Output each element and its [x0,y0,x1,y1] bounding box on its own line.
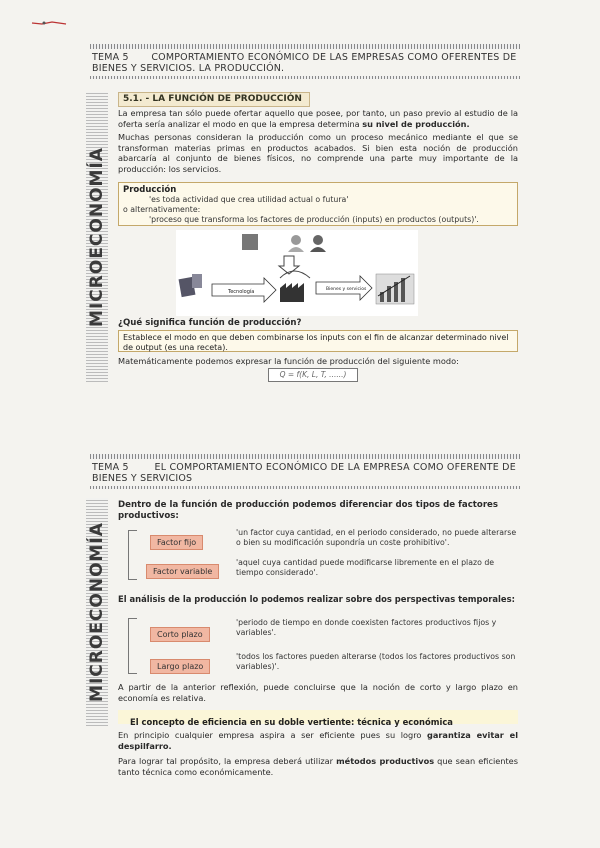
page2-header-line1 [92,462,516,473]
answer-box [118,330,518,352]
header-title-line2: BIENES Y SERVICIOS. LA PRODUCCIÓN. [92,63,285,74]
production-definition-box [118,182,518,226]
eff-p2-bold: métodos productivos [336,756,435,766]
corto-plazo: Corto plazo [150,627,210,642]
factor-variable: Factor variable [146,564,219,579]
factor-fijo: Factor fijo [150,535,203,550]
efficiency-title-box [118,710,518,727]
page2-header [92,462,516,484]
definition-1: 'es toda actividad que crea utilidad actual o futura' [149,195,349,204]
header2-title-line2: BIENES Y SERVICIOS [92,473,193,484]
formula: Q = f(K, L, T, ......) [279,370,347,379]
output-chart-icon [376,274,414,304]
definition-2: 'proceso que transforma los factores de producción (inputs) en productos (outputs)'. [149,215,479,224]
math-text: Matemáticamente podemos expresar la función de producción del siguiente modo: [118,356,459,366]
answer-text: Establece el modo en que deben combinarse los inputs con el fin de alcanzar determinado nivel de output (es una receta). [123,333,509,352]
factor-variable-definition: 'aquel cuya cantidad puede modificarse libremente en el plazo de tiempo considerado'. [236,558,495,577]
side-label: MICROECONOMÍA [87,147,108,327]
box-title: Producción [123,185,177,195]
side-label-2: MICROECONOMÍA [87,522,108,702]
conclusion-text: A partir de la anterior reflexión, puede concluirse que la noción de corto y largo plazo en economía es relativa. [118,682,518,703]
section-title: 5.1. - LA FUNCIÓN DE PRODUCCIÓN [118,92,310,107]
eff-p2-text-a: Para lograr tal propósito, la empresa deberá utilizar [118,756,334,766]
efficiency-title: El concepto de eficiencia en su doble vertiente: técnica y económica [130,717,453,727]
factors-intro: Dentro de la función de producción podemos diferenciar dos tipos de factores productivos: [118,500,498,521]
perspectives-text: El análisis de la producción lo podemos realizar sobre dos perspectivas temporales: [118,594,515,604]
efficiency-para2 [118,756,518,777]
efficiency-para1 [118,730,518,751]
side-label-box-2 [86,498,108,726]
para1-bold: su nivel de producción. [362,118,470,129]
header-rule-top [90,44,520,49]
formula-box [268,368,358,382]
eff-p1-bold: garantiza evitar el despilfarro. [118,730,518,751]
or-text: o alternativamente: [123,205,201,214]
header-rule-bottom [90,76,520,79]
paragraph-production: Muchas personas consideran la producción como un proceso mecánico mediante el que se transforman materias primas en productos acabados. Si bien esta noción de producción abarcaría al conjunto de bienes físicos, no comprende una parte muy importante de la producción: los servicios. [118,132,518,174]
fig-label-output: Bienes y servicios [326,287,367,292]
largo-plazo-definition: 'todos los factores pueden alterarse (todos los factores productivos son variables)'. [236,652,516,671]
tema-label: TEMA 5 [92,52,129,63]
production-process-figure [176,230,418,316]
header2-rule-top [90,454,520,459]
corto-plazo-label [150,622,210,642]
paragraph-intro [118,108,518,129]
question: ¿Qué significa función de producción? [118,318,302,328]
scan-mark [30,20,70,26]
para1-text: La empresa tan sólo puede ofertar aquello que posee, por tanto, un paso previo al estudio de la oferta sería analizar el modo en que la empresa determina [118,108,518,129]
largo-plazo-label [150,654,210,674]
header-title-2: EL COMPORTAMIENTO ECONÓMICO DE LA EMPRESA COMO OFERENTE DE [154,462,516,473]
page1-header [92,52,516,74]
perspectives-brace [128,618,137,674]
factor-fijo-definition: 'un factor cuya cantidad, en el periodo considerado, no puede alterarse o bien su modificación supondría un coste prohibitivo'. [236,528,517,547]
eff-p1-text: En principio cualquier empresa aspira a ser eficiente pues su logro [118,730,422,740]
page1-header-line1 [92,52,516,63]
factor-fijo-label [150,530,203,550]
header-title: COMPORTAMIENTO ECONÓMICO DE LAS EMPRESAS COMO OFERENTES DE [151,52,517,63]
fig-label-technology: Tecnología [228,289,255,295]
header2-rule-bottom [90,486,520,489]
factors-brace [128,530,137,580]
tema-label-2: TEMA 5 [92,462,129,473]
corto-plazo-definition: 'periodo de tiempo en donde coexisten factores productivos fijos y variables'. [236,618,497,637]
factor-variable-label [146,559,219,579]
largo-plazo: Largo plazo [150,659,210,674]
eff-p2-text-c: que sean eficientes tanto técnica como económicamente. [118,756,518,777]
side-label-box [86,92,108,382]
